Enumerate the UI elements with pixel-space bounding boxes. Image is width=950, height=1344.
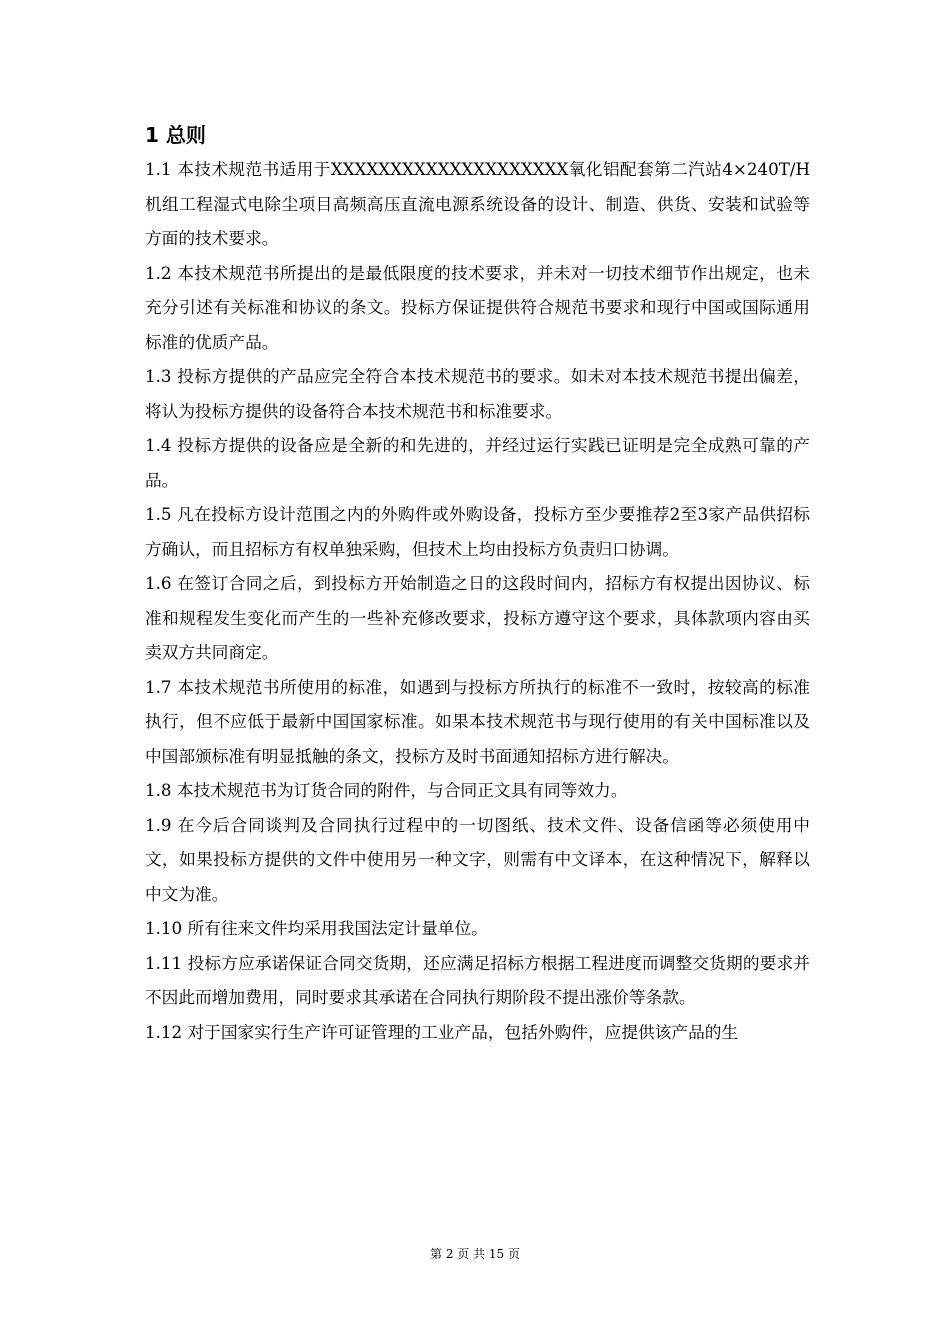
paragraph-1-7: 1.7 本技术规范书所使用的标准，如遇到与投标方所执行的标准不一致时，按较高的标准执行，但不应低于最新中国国家标准。如果本技术规范书与现行使用的有关中国标准以及中国部颁标准有明显抵触的条文，投标方及时书面通知招标方进行解决。 xyxy=(145,676,810,766)
paragraph-1-3: 1.3 投标方提供的产品应完全符合本技术规范书的要求。如未对本技术规范书提出偏差，将认为投标方提供的设备符合本技术规范书和标准要求。 xyxy=(145,366,810,421)
page-number-footer: 第 2 页 共 15 页 xyxy=(430,1247,520,1261)
paragraph-1-2: 1.2 本技术规范书所提出的是最低限度的技术要求，并未对一切技术细节作出规定，也未充分引述有关标准和协议的条文。投标方保证提供符合规范书要求和现行中国或国际通用标准的优质产品。 xyxy=(145,262,810,352)
paragraph-1-10: 1.10 所有往来文件均采用我国法定计量单位。 xyxy=(145,918,488,938)
paragraph-1-4: 1.4 投标方提供的设备应是全新的和先进的，并经过运行实践已证明是完全成熟可靠的产品。 xyxy=(145,435,810,490)
paragraph-1-8: 1.8 本技术规范书为订货合同的附件，与合同正文具有同等效力。 xyxy=(145,780,628,800)
paragraph-1-6: 1.6 在签订合同之后，到投标方开始制造之日的这段时间内，招标方有权提出因协议、标准和规程发生变化而产生的一些补充修改要求，投标方遵守这个要求，具体款项内容由买卖双方共同商定。 xyxy=(145,573,810,662)
paragraph-1-5: 1.5 凡在投标方设计范围之内的外购件或外购设备，投标方至少要推荐2至3家产品供招标方确认，而且招标方有权单独采购，但技术上均由投标方负责归口协调。 xyxy=(145,504,810,559)
page-body xyxy=(145,118,810,1049)
section-heading: 1 总则 xyxy=(145,123,206,147)
paragraph-1-9: 1.9 在今后合同谈判及合同执行过程中的一切图纸、技术文件、设备信函等必须使用中文，如果投标方提供的文件中使用另一种文字，则需有中文译本，在这种情况下，解释以中文为准。 xyxy=(145,814,810,904)
paragraph-1-11: 1.11 投标方应承诺保证合同交货期，还应满足招标方根据工程进度而调整交货期的要求并不因此而增加费用，同时要求其承诺在合同执行期阶段不提出涨价等条款。 xyxy=(145,952,810,1007)
paragraph-1-12: 1.12 对于国家实行生产许可证管理的工业产品，包括外购件，应提供该产品的生 xyxy=(145,1021,739,1042)
paragraph-1-1: 1.1 本技术规范书适用于XXXXXXXXXXXXXXXXXXXX氧化铝配套第二汽站4×240T/H机组工程湿式电除尘项目高频高压直流电源系统设备的设计、制造、供货、安装和试验等方面的技术要求。 xyxy=(145,159,810,248)
